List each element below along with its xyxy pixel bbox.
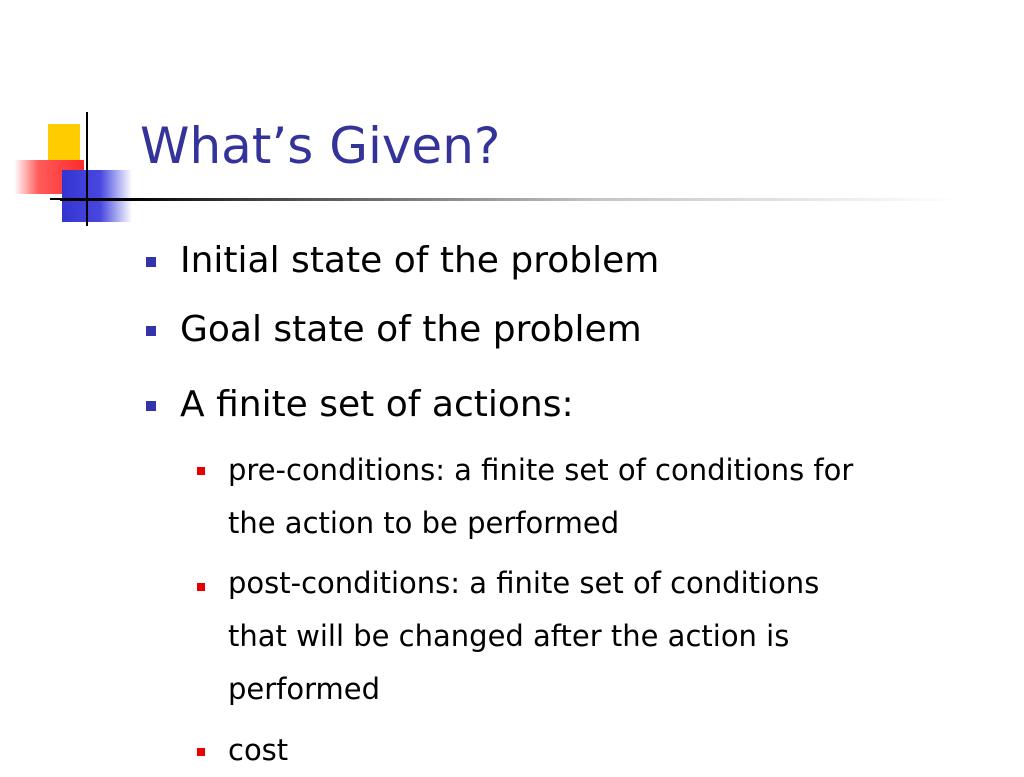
sub-bullet-marker (197, 583, 205, 591)
sub-bullet-line: the action to be performed (228, 506, 620, 540)
bullet-item: Initial state of the problem (180, 240, 660, 281)
sub-bullet-line: performed (228, 672, 381, 706)
bullet-marker (146, 401, 156, 411)
sub-bullet-line: post-conditions: a finite set of conditions (228, 566, 820, 600)
bullet-marker (146, 326, 156, 336)
sub-bullet-line: that will be changed after the action is (228, 619, 790, 653)
bullet-item: A finite set of actions: (180, 384, 574, 425)
sub-bullet-marker (197, 748, 205, 756)
sub-bullet-line: cost (228, 733, 289, 767)
bullet-item: Goal state of the problem (180, 309, 642, 350)
sub-bullet-line: pre-conditions: a finite set of conditions for (228, 453, 854, 487)
bullet-marker (146, 257, 156, 267)
slide-title: What’s Given? (140, 117, 501, 175)
sub-bullet-marker (197, 467, 205, 475)
